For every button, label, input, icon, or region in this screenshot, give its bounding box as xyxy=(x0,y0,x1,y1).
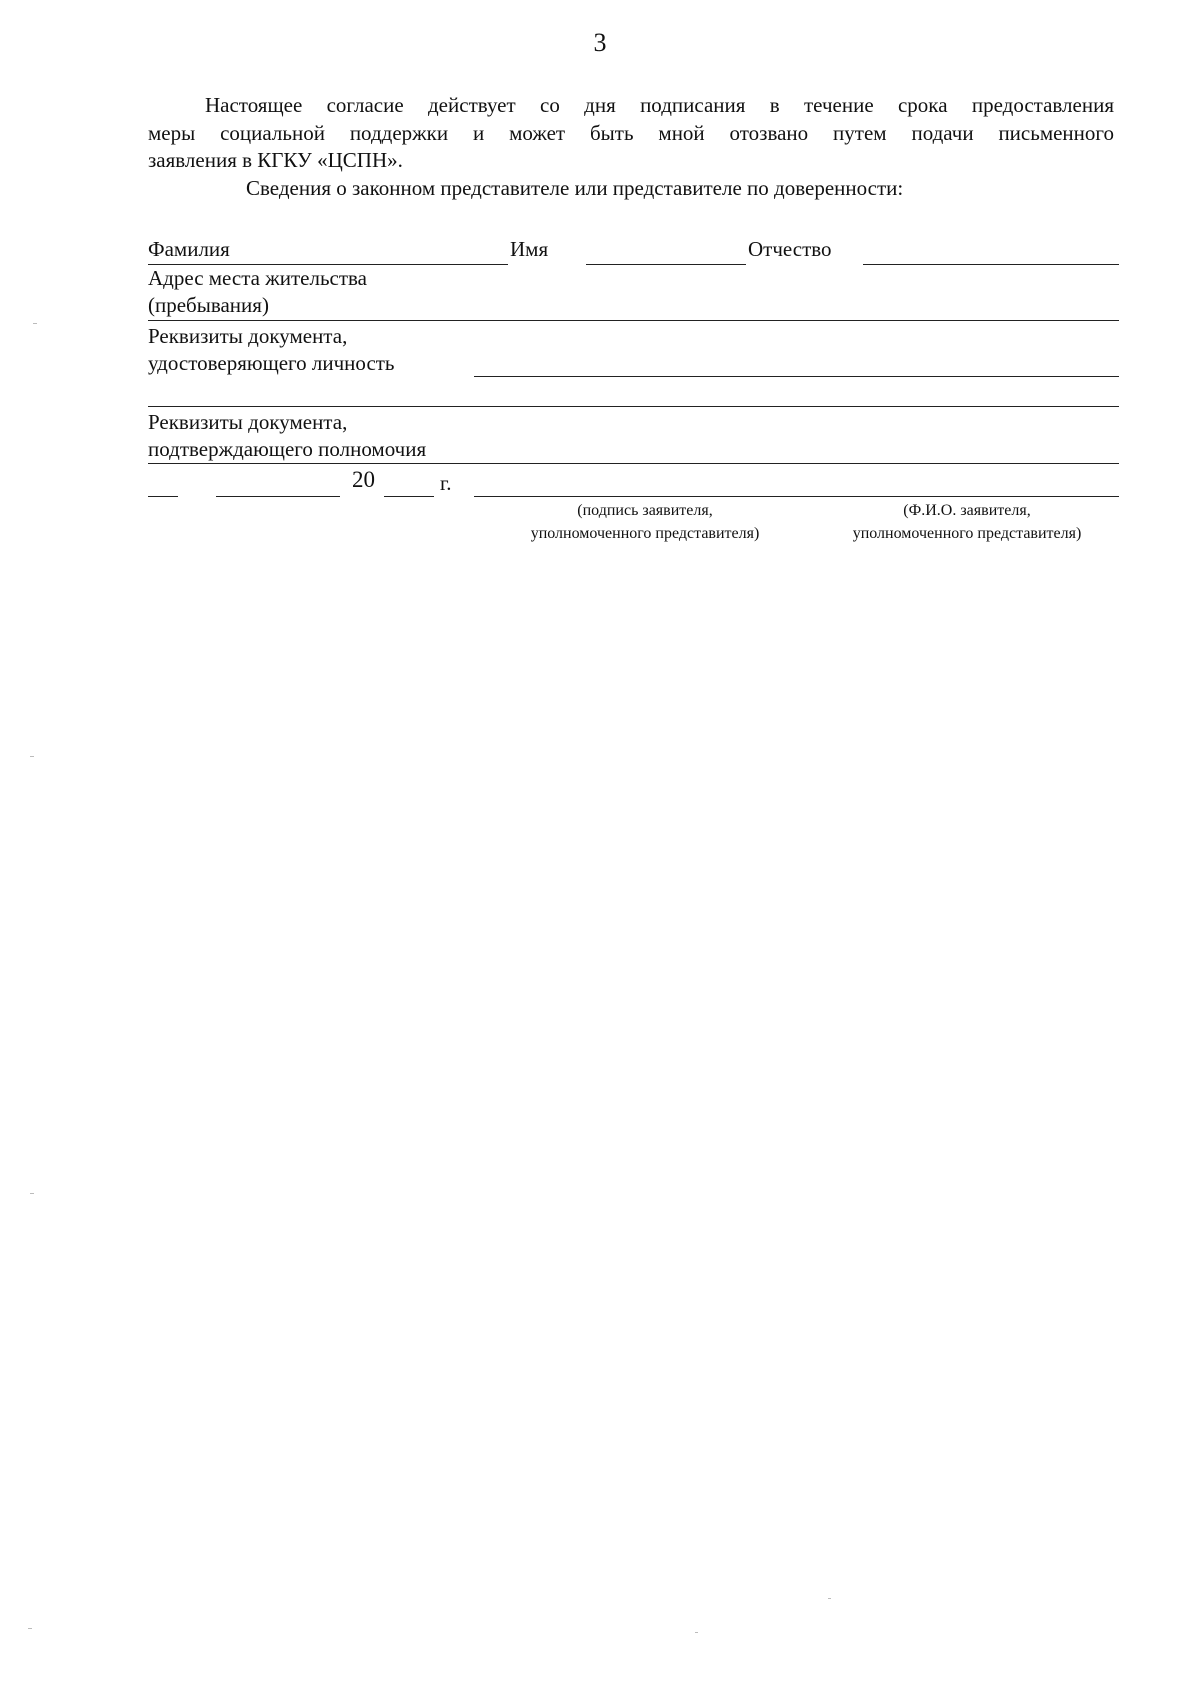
scan-speck xyxy=(33,323,37,324)
page-number: 3 xyxy=(593,28,607,57)
signature-field[interactable] xyxy=(474,496,1119,497)
authority-document-field[interactable] xyxy=(148,463,1119,464)
address-label-line-1: Адрес места жительства xyxy=(148,266,367,290)
scan-speck xyxy=(30,1193,34,1194)
scan-speck xyxy=(28,1628,32,1629)
fio-caption-line-2: уполномоченного представителя) xyxy=(852,525,1082,542)
authority-document-label-line-1: Реквизиты документа, xyxy=(148,410,348,434)
id-document-field[interactable] xyxy=(474,376,1119,377)
scan-speck xyxy=(30,756,34,757)
date-year-suffix: г. xyxy=(440,471,452,495)
fio-caption-line-1: (Ф.И.О. заявителя, xyxy=(903,502,1031,519)
representative-heading: Сведения о законном представителе или представителе по доверенности: xyxy=(246,176,904,200)
id-document-field-continuation[interactable] xyxy=(148,406,1119,407)
id-document-label-line-1: Реквизиты документа, xyxy=(148,324,348,348)
date-year-field[interactable] xyxy=(384,496,434,497)
date-month-field[interactable] xyxy=(216,496,340,497)
id-document-label-line-2: удостоверяющего личность xyxy=(148,351,395,375)
patronymic-field[interactable] xyxy=(863,264,1119,265)
surname-label: Фамилия xyxy=(148,237,230,261)
signature-caption-line-2: уполномоченного представителя) xyxy=(530,525,760,542)
name-field[interactable] xyxy=(586,264,746,265)
patronymic-label: Отчество xyxy=(748,237,832,261)
address-field[interactable] xyxy=(148,320,1119,321)
date-year-prefix: 20 xyxy=(352,467,375,492)
scan-speck xyxy=(695,1632,698,1633)
authority-document-label-line-2: подтверждающего полномочия xyxy=(148,437,427,461)
consent-line-1: Настоящее согласие действует со дня подписания в течение срока предоставления xyxy=(205,93,1114,117)
consent-line-3: заявления в КГКУ «ЦСПН». xyxy=(148,148,403,172)
name-label: Имя xyxy=(510,237,549,261)
consent-line-2: меры социальной поддержки и может быть мной отозвано путем подачи письменного xyxy=(148,121,1114,145)
date-day-field[interactable] xyxy=(148,496,178,497)
signature-caption-line-1: (подпись заявителя, xyxy=(577,502,713,519)
address-label-line-2: (пребывания) xyxy=(148,293,269,317)
scan-speck xyxy=(828,1598,831,1599)
